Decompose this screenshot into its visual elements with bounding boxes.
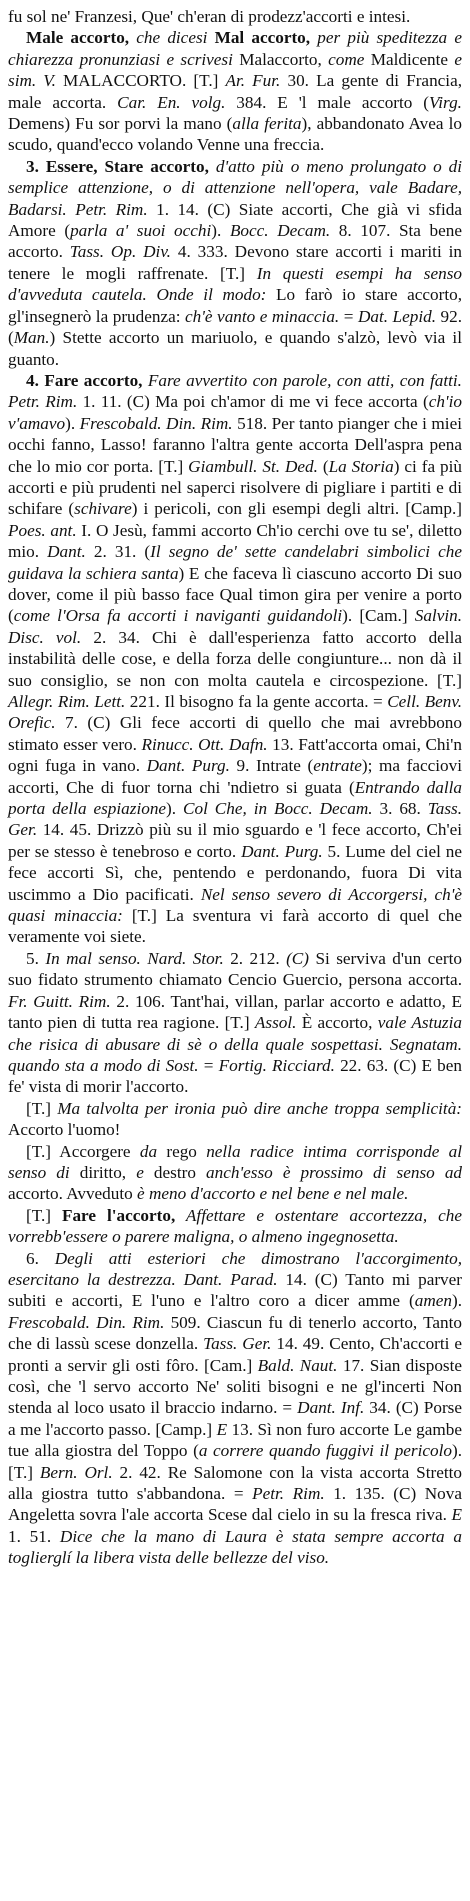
italic-text: anch'esso è prossimo di senso ad xyxy=(206,1162,463,1182)
body-text: 1. 14. (C) Siate accorti, Che già vi sfida Amore ( xyxy=(8,199,462,241)
body-text: 13. Sì non furo accorte Le gambe tue alla giostra del Toppo ( xyxy=(8,1419,462,1461)
body-text: 7. (C) Gli fece accorti di quello che mai avrebbono stimato esser vero. xyxy=(8,713,462,754)
body-text xyxy=(247,799,254,818)
italic-text: parla a' suoi occhi xyxy=(70,221,212,241)
italic-text: Rinucc. Ott. Dafn. xyxy=(141,734,268,754)
italic-text: Fare avvertito con parole, con atti, con fatti. Petr. Rim. xyxy=(8,370,462,412)
italic-text: in Bocc. Decam. xyxy=(253,799,373,819)
body-text: ); ma facciovi accorti, Che di fuor torna chi 'ndietro si guata ( xyxy=(8,756,462,797)
body-text: 1. 51. xyxy=(8,1526,60,1546)
italic-text: da xyxy=(139,1141,158,1161)
italic-text: Tass. Ger. xyxy=(8,799,462,840)
body-text: ). [Cam.] xyxy=(342,606,415,626)
italic-text: ch'io v'amavo xyxy=(8,392,462,433)
headword-text: Fare l'accorto, xyxy=(61,1205,176,1225)
body-text: 509. Ciascun fu di tenerlo accorto, Tanto che di lassù scese donzella. xyxy=(8,1312,462,1354)
body-text: accorto. Avveduto xyxy=(8,1184,138,1204)
body-text: [T.] Accorgere xyxy=(26,1141,140,1161)
italic-text: d'atto più o meno prolungato o di semplice attenzione, o di attenzione nell'opera, vale Badare, Badarsi. Petr. Rim. xyxy=(8,156,463,219)
body-text: fu sol ne' Franzesi, Que' ch'eran di prodezz'accorti e intesi. xyxy=(8,7,411,26)
italic-text: Bald. Naut. xyxy=(257,1355,338,1375)
italic-text: Bocc. Decam. xyxy=(229,221,331,241)
italic-text: entrate xyxy=(313,756,362,776)
body-text: ). [T.] xyxy=(8,1441,462,1482)
italic-text: Giambull. St. Ded. xyxy=(188,456,318,476)
body-text: 3. 68. xyxy=(372,799,428,819)
entry-paragraph xyxy=(8,1141,462,1205)
body-text: 221. Il bisogno fa la gente accorta. = xyxy=(125,692,388,711)
italic-text: vale Astuzia che risica di abusare di sè o della quale sospettasi. Segnatam. quando sta a modo di Sost. xyxy=(8,1013,462,1075)
body-text: ). xyxy=(211,221,230,241)
body-text: 6. xyxy=(26,1248,55,1268)
body-text: ). xyxy=(65,413,80,433)
entry-paragraph xyxy=(8,156,462,370)
italic-text: Frescobald. Din. Rim. xyxy=(8,1312,165,1332)
body-text: destro xyxy=(143,1162,207,1182)
body-text: 384. E 'l male accorto ( xyxy=(225,92,430,112)
body-text: = xyxy=(198,1055,219,1075)
italic-text: Dant. Inf. xyxy=(297,1398,365,1418)
headword-text: 3. Essere, Stare accorto, xyxy=(26,156,209,176)
italic-text: Car. En. volg. xyxy=(117,92,226,112)
italic-text: per più speditezza e chiarezza pronunziasi e scrivesi xyxy=(8,28,462,69)
body-text: Si serviva d'un certo suo fidato strumento chiamato Cencio Guercio, persona accorta. xyxy=(8,948,462,990)
italic-text: (C) xyxy=(286,948,309,968)
italic-text: e sim. V. xyxy=(8,49,462,91)
body-text: 14. 49. Cento, Ch'accorti e pronti a servir gli osti fôro. [Cam.] xyxy=(8,1334,463,1375)
body-text: ) ci fa più accorti e più prudenti nel saperci risolvere di pigliare i partiti e di schifare ( xyxy=(8,456,462,519)
entry-paragraph xyxy=(8,6,462,27)
italic-text: Il segno de' sette candelabri simbolici che guidava la schiera santa xyxy=(8,542,462,583)
body-text: Lo farò io stare accorto, gl'insegnerò la prudenza: xyxy=(8,285,462,326)
body-text: diritto, xyxy=(69,1162,137,1182)
italic-text: Frescobald. Din. Rim. xyxy=(79,413,233,433)
body-text: 14. 45. Drizzò più su il mio sguardo e 'l fece accorto, Ch'ei per se stesso è tenebroso e corto. xyxy=(8,820,462,861)
italic-text: Nel senso severo di Accorgersi, ch'è quasi minaccia: xyxy=(8,884,462,926)
body-text: 518. Per tanto pianger che i miei occhi fanno, Lasso! faranno l'altra gente accorta Dell'aspra pena che lo mio cor porta. [T.] xyxy=(8,413,462,476)
italic-text: come l'Orsa fa accorti i naviganti guidandoli xyxy=(13,606,343,626)
italic-text: è meno d'accorto e nel bene e nel male. xyxy=(137,1184,409,1204)
italic-text: Ma talvolta per ironia può dire anche troppa semplicità: xyxy=(57,1098,463,1118)
body-text: ) Stette accorto un mariuolo, e quando s'alzò, levò via il guanto. xyxy=(8,328,462,369)
body-text: 4. 333. Devono stare accorti i mariti in tenere le mogli raffrenate. [T.] xyxy=(8,242,462,283)
italic-text: Virg. xyxy=(429,92,462,112)
italic-text: nella radice intima corrisponde al senso di xyxy=(8,1141,462,1182)
italic-text: amen xyxy=(414,1291,452,1311)
body-text: Maldicente xyxy=(364,49,455,69)
entry-paragraph xyxy=(8,948,462,1098)
body-text: ), abbandonato Avea lo scudo, quand'ecco volando Venne una freccia. xyxy=(8,114,463,155)
italic-text: Col Che, xyxy=(183,799,247,819)
body-text: ) i pericoli, con gli esempi degli altri. [Camp.] xyxy=(131,499,462,519)
body-text: ). xyxy=(451,1291,462,1311)
body-text: 5. xyxy=(26,948,46,968)
body-text: 1. 135. (C) Nova Angeletta sovra l'ale accorta Scese dal cielo in su la fresca riva. xyxy=(8,1484,463,1525)
italic-text: Ar. Fur. xyxy=(225,71,281,91)
italic-text: In questi esempi ha senso d'avveduta cautela. Onde il modo: xyxy=(8,263,462,305)
body-text: ) E che faceva lì ciascuno accorto Di suo dover, come il più basso face Qual timon gira per venire a porto ( xyxy=(8,563,462,626)
body-text: 22. 63. (C) E ben fe' vista di morir l'accorto. xyxy=(8,1055,462,1097)
entry-paragraph xyxy=(8,370,462,948)
body-text: ). xyxy=(166,799,184,819)
italic-text: ch'è vanto e minaccia. xyxy=(185,306,340,326)
body-text: 2. 34. Chi è dall'esperienza fatto accorto della instabilità delle cose, e della forza delle congiunture... non dà il suo consiglio, se non con molta cautela e circospezione. [T.] xyxy=(8,627,462,690)
body-text: 34. (C) Porse a me l'accorto passo. [Camp.] xyxy=(8,1398,462,1439)
italic-text: Dant. Purg. xyxy=(241,841,323,861)
body-text: 1. 11. (C) Ma poi ch'amor di me vi fece accorta ( xyxy=(77,392,429,412)
italic-text: Salvin. Disc. vol. xyxy=(8,606,462,647)
italic-text: Man. xyxy=(13,328,50,348)
italic-text: Dant. Purg. xyxy=(146,756,230,776)
body-text: [T.] La sventura vi farà accorto di quel che veramente voi siete. xyxy=(8,906,462,947)
italic-text: La Storia xyxy=(328,456,394,476)
body-text: 8. 107. Sta bene accorto. xyxy=(8,221,462,262)
headword-text: 4. Fare accorto, xyxy=(26,370,143,390)
body-text: [T.] xyxy=(26,1098,58,1118)
italic-text: alla ferita xyxy=(232,114,302,134)
italic-text: schivare xyxy=(74,499,132,519)
italic-text: Degli atti esteriori che dimostrano l'accorgimento, esercitano la destrezza. Dant. Parad. xyxy=(8,1248,463,1289)
headword-text: Male accorto, xyxy=(26,28,130,48)
italic-text: come xyxy=(328,49,365,69)
body-text: 5. Lume del ciel ne fece accorti Sì, che, pentendo e perdonando, fuora Di vita uscimmo a Dio pacificati. xyxy=(8,841,462,904)
italic-text: che dicesi xyxy=(129,28,215,48)
body-text: 13. Fatt'accorta omai, Chi'n ogni fuga in vano. xyxy=(8,734,462,776)
entry-paragraph xyxy=(8,1205,462,1248)
body-text: 17. Sian disposte così, che 'l servo accorto Ne' soliti bisogni e ne gl'incerti Non stenda al loco usato il braccio indarno. = xyxy=(8,1355,463,1418)
headword-text: Mal accorto, xyxy=(214,28,311,48)
italic-text: e xyxy=(136,1162,144,1182)
body-text: MALACCORTO. [T.] xyxy=(55,71,226,91)
body-text: È accorto, xyxy=(296,1013,378,1033)
body-text: Accorto l'uomo! xyxy=(8,1120,121,1140)
body-text: I. O Jesù, fammi accorto Ch'io cerchi ove tu se', diletto mio. xyxy=(8,520,462,562)
body-text: 2. 42. Re Salomone con la vista accorta Stretto alla giostra tutto s'abbandona. = xyxy=(8,1462,462,1504)
italic-text: Tass. Ger. xyxy=(203,1334,272,1354)
italic-text: E xyxy=(451,1505,462,1525)
body-text: ( xyxy=(317,456,329,476)
italic-text: Tass. Op. Div. xyxy=(69,242,171,262)
italic-text: Dat. Lepid. xyxy=(357,306,436,326)
italic-text: Bern. Orl. xyxy=(39,1462,113,1482)
italic-text: a correre quando fuggivi il pericolo xyxy=(198,1441,452,1461)
body-text: 2. 212. xyxy=(223,948,287,968)
body-text: 2. 106. Tant'hai, villan, parlar accorto e adatto, E tanto pien di tutta rea ragione. [T.] xyxy=(8,991,462,1033)
body-text: 2. 31. ( xyxy=(85,542,151,562)
italic-text: Fr. Guitt. Rim. xyxy=(8,991,111,1011)
body-text: [T.] xyxy=(26,1205,62,1225)
entry-paragraph xyxy=(8,1248,462,1569)
italic-text: Dant. xyxy=(47,542,86,562)
body-text: Demens) Fu sor porvi la mano ( xyxy=(8,114,233,134)
italic-text: Affettare e ostentare accortezza, che vorrebb'essere o parere maligna, o almeno ingegnosetta. xyxy=(8,1205,463,1247)
italic-text: Assol. xyxy=(254,1013,297,1033)
italic-text: Poes. ant. xyxy=(8,520,77,540)
italic-text: Entrando dalla porta della espiazione xyxy=(8,777,462,819)
italic-text: Dice che la mano di Laura è stata sempre accorta a toglierglí la libera vista delle bellezze del viso. xyxy=(8,1526,463,1568)
italic-text: Cell. Benv. Orefic. xyxy=(8,692,462,733)
body-text: 92. ( xyxy=(8,306,463,348)
entry-paragraph xyxy=(8,27,462,155)
italic-text: E xyxy=(216,1419,228,1439)
body-text: 14. (C) Tanto mi parver subiti e accorti, E l'uno e l'altro coro a dicer amme ( xyxy=(8,1269,462,1311)
body-text: = xyxy=(339,306,358,326)
entry-paragraph xyxy=(8,1098,462,1141)
italic-text: Petr. Rim. xyxy=(252,1484,325,1504)
body-text: 30. La gente di Francia, male accorta. xyxy=(8,71,462,112)
italic-text: Fortig. Ricciard. xyxy=(218,1055,335,1075)
body-text: 9. Intrate ( xyxy=(229,756,314,776)
body-text: Malaccorto, xyxy=(232,49,329,69)
body-text: rego xyxy=(157,1141,207,1161)
dictionary-entry-text xyxy=(8,6,462,1569)
italic-text: In mal senso. Nard. Stor. xyxy=(45,948,224,968)
italic-text: Allegr. Rim. Lett. xyxy=(8,692,126,711)
